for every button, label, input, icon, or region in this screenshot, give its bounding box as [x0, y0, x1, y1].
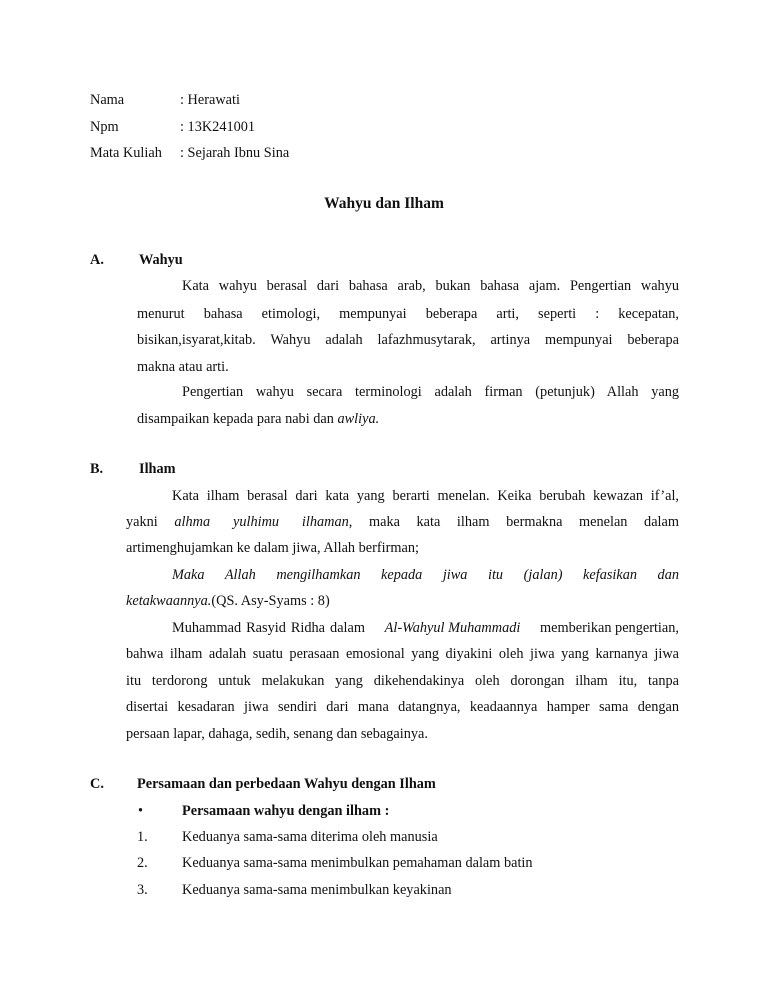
- section-a-line-last: [137, 409, 379, 429]
- value-mata-kuliah: : Sejarah Ibnu Sina: [180, 145, 290, 161]
- section-b-heading: Ilham: [139, 461, 176, 477]
- section-b-line: itu terdorong untuk melakukan yang dikehendakinya oleh dorongan ilham itu, tanpa: [126, 673, 679, 689]
- section-b-text: memberikan pengertian,: [540, 620, 679, 636]
- page-title: Wahyu dan Ilham: [324, 195, 444, 212]
- section-b-text: yakni: [126, 514, 158, 530]
- section-c-heading: Persamaan dan perbedaan Wahyu dengan Ilham: [137, 776, 436, 792]
- section-a-line: menurut bahasa etimologi, mempunyai beberapa arti, seperti : kecepatan,: [137, 306, 679, 322]
- bullet-icon: •: [138, 803, 144, 819]
- section-a-line: Pengertian wahyu secara terminologi adalah firman (petunjuk) Allah yang: [182, 384, 679, 400]
- label-mata-kuliah: Mata Kuliah: [90, 145, 162, 161]
- section-b-line-yakni: [126, 512, 679, 532]
- section-c-subheading: Persamaan wahyu dengan ilham :: [182, 803, 390, 819]
- section-b-line: persaan lapar, dahaga, sedih, senang dan sebagainya.: [126, 726, 428, 742]
- value-nama: : Herawati: [180, 92, 240, 108]
- section-b-line-ridha: [172, 618, 679, 638]
- section-a-line: Kata wahyu berasal dari bahasa arab, bukan bahasa ajam. Pengertian wahyu: [182, 278, 679, 294]
- value-npm: : 13K241001: [180, 119, 256, 135]
- list-item-number: 1.: [137, 829, 148, 845]
- label-nama: Nama: [90, 92, 125, 108]
- section-b-letter: B.: [90, 461, 104, 477]
- list-item: Keduanya sama-sama menimbulkan keyakinan: [182, 882, 452, 898]
- list-item-number: 2.: [137, 855, 148, 871]
- section-a-line: makna atau arti.: [137, 359, 229, 375]
- section-a-text: disampaikan kepada para nabi dan: [137, 411, 334, 427]
- section-b-text: Muhammad Rasyid Ridha dalam: [172, 620, 365, 636]
- section-a-letter: A.: [90, 252, 104, 268]
- list-item: Keduanya sama-sama menimbulkan pemahaman dalam batin: [182, 855, 533, 871]
- section-b-line: artimenghujamkan ke dalam jiwa, Allah berfirman;: [126, 540, 419, 556]
- section-a-heading: Wahyu: [139, 252, 183, 268]
- section-b-verse-end: [126, 591, 330, 611]
- list-item-number: 3.: [137, 882, 148, 898]
- section-b-italic-term: Al-Wahyul Muhammadi: [384, 620, 521, 636]
- section-b-line: bahwa ilham adalah suatu perasaan emosional yang diyakini oleh jiwa yang karnanya jiwa: [126, 646, 679, 662]
- section-b-italic-term: alhma yulhimu ilhaman,: [174, 514, 353, 530]
- label-npm: Npm: [90, 119, 119, 135]
- section-b-text: maka kata ilham bermakna menelan dalam: [368, 514, 679, 530]
- section-c-letter: C.: [90, 776, 104, 792]
- section-a-line: bisikan,isyarat,kitab. Wahyu adalah lafazhmusytarak, artinya mempunyai beberapa: [137, 332, 679, 348]
- section-b-citation: (QS. Asy-Syams : 8): [211, 593, 330, 609]
- list-item: Keduanya sama-sama diterima oleh manusia: [182, 829, 438, 845]
- section-b-italic-term: ketakwaannya.: [126, 593, 212, 609]
- section-a-italic-term: awliya.: [337, 411, 380, 427]
- section-b-line: Kata ilham berasal dari kata yang berarti menelan. Keika berubah kewazan if’al,: [172, 488, 679, 504]
- section-b-line: disertai kesadaran jiwa sendiri dari mana datangnya, keadaannya hamper sama dengan: [126, 699, 679, 715]
- section-b-verse: Maka Allah mengilhamkan kepada jiwa itu (jalan) kefasikan dan: [172, 567, 679, 583]
